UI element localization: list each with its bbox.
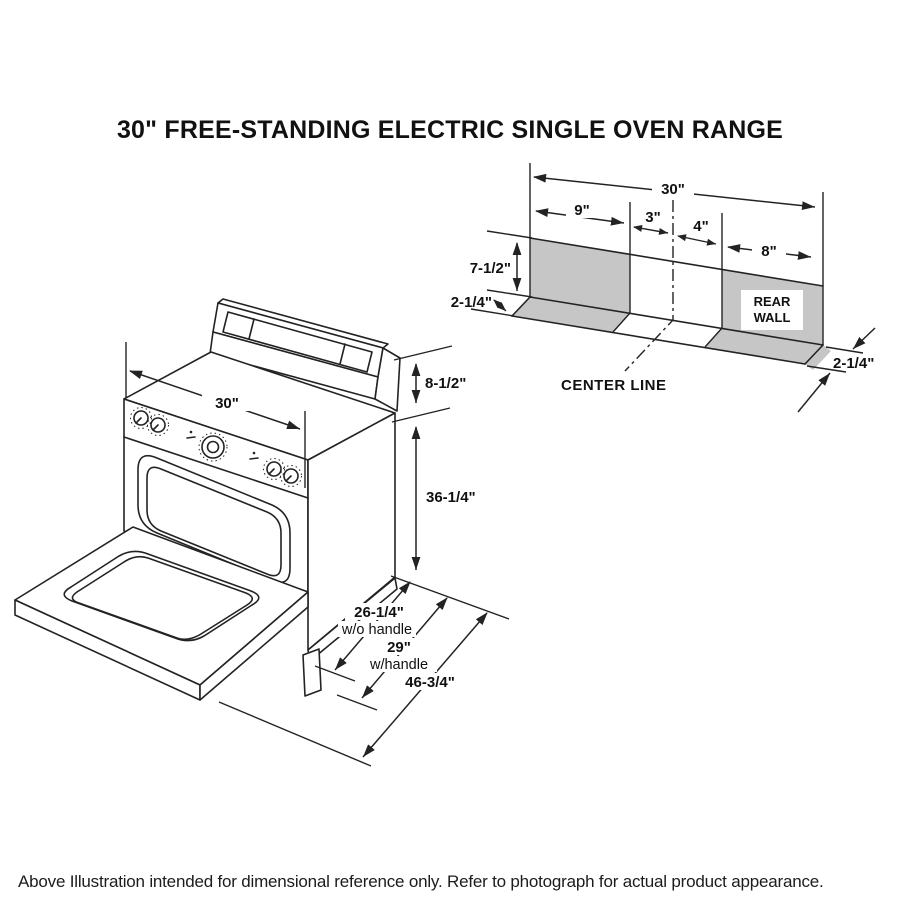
depth-handle-label: 29" [387,639,411,656]
sill-depth-right-label: 2-1/4" [833,355,875,372]
indicator-mark [250,458,258,459]
seg-center-right-label: 4" [693,218,709,235]
depth-no-handle-label: 26-1/4" [354,604,404,621]
seg-center-left-line [634,227,668,233]
center-line-label: CENTER LINE [561,377,667,394]
seg-left-label: 9" [574,202,590,219]
panel-height-label: 7-1/2" [469,260,511,277]
extension-line [392,408,450,422]
page-title: 30" FREE-STANDING ELECTRIC SINGLE OVEN RANGE [116,116,784,144]
sill-depth-left-label: 2-1/4" [450,294,492,311]
sill-depth-right-arrow [853,328,875,349]
depth-no-handle-note: w/o handle [341,622,413,638]
rear-wall-label-1: REAR [753,294,791,309]
footnote: Above Illustration intended for dimensional reference only. Refer to photograph for actual product appearance. [18,872,824,891]
extension-line [394,346,452,360]
sill-depth-left-line [494,300,506,311]
depth-handle-note: w/handle [369,657,429,673]
rear-wall-label-2: WALL [753,310,791,325]
extension-line [826,347,863,353]
backsplash-height-label: 8-1/2" [425,375,467,392]
depth-door-open-label: 46-3/4" [405,674,455,691]
rear-wall-label-box [741,290,803,330]
extension-line [337,695,377,710]
body-height-label: 36-1/4" [426,489,476,506]
seg-right-label: 8" [761,243,777,260]
indicator-mark [187,437,195,438]
seg-center-right-line [678,236,716,244]
sill-depth-right-arrow [798,373,830,412]
width-dimension-label: 30" [215,395,239,412]
range-isometric-view [15,299,509,766]
extension-line [487,231,532,238]
seg-center-left-label: 3" [645,209,661,226]
total-width-label: 30" [661,181,685,198]
rear-wall-view [451,163,875,412]
extension-line [219,702,371,766]
extension-line [487,290,532,297]
base-foot [303,649,321,696]
